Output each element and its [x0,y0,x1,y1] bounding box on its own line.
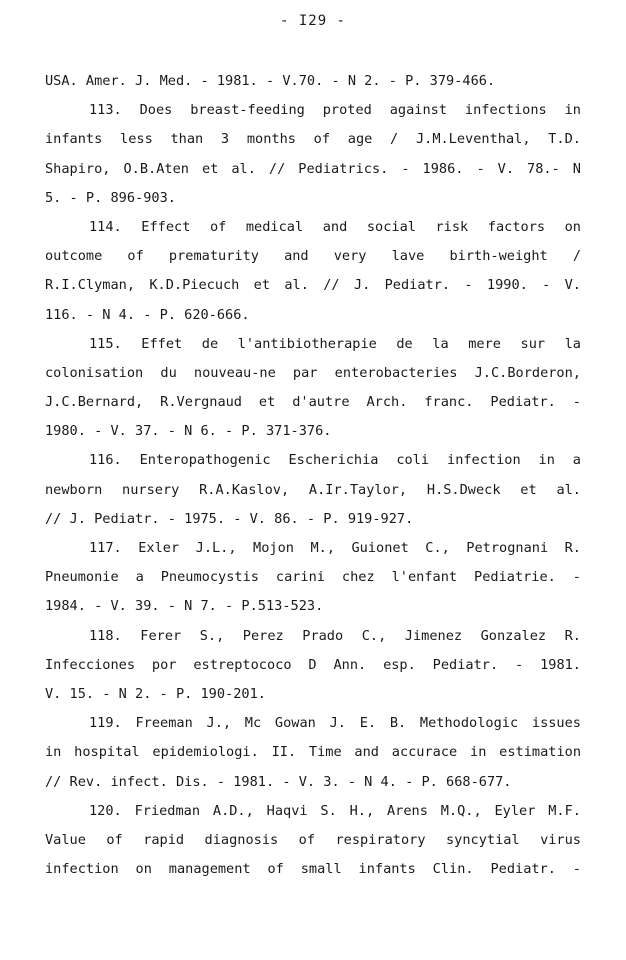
reference-line: 113. Does breast-feeding proted against infections in [89,102,581,119]
reference-line: // J. Pediatr. - 1975. - V. 86. - P. 919-927. [45,510,414,527]
reference-line: 120. Friedman A.D., Haqvi S. H., Arens M.Q., Eyler M.F. [89,802,581,819]
reference-line: in hospital epidemiologi. II. Time and accurace in estimation [45,744,581,761]
reference-line: Value of rapid diagnosis of respiratory syncytial virus [45,831,581,848]
reference-line: Infecciones por estreptococo D Ann. esp. Pediatr. - 1981. [45,656,581,673]
reference-line: V. 15. - N 2. - P. 190-201. [45,685,266,702]
reference-line: colonisation du nouveau-ne par enterobacteries J.C.Borderon, [45,364,581,381]
reference-line: 115. Effet de l'antibiotherapie de la mere sur la [89,335,581,352]
reference-line: 116. - N 4. - P. 620-666. [45,306,250,323]
reference-line: 118. Ferer S., Perez Prado C., Jimenez Gonzalez R. [89,627,581,644]
reference-line: 1984. - V. 39. - N 7. - P.513-523. [45,598,324,615]
reference-line: 114. Effect of medical and social risk factors on [89,218,581,235]
reference-line: // Rev. infect. Dis. - 1981. - V. 3. - N 4. - P. 668-677. [45,773,512,790]
page-number: - I29 - [279,13,346,29]
reference-line: 119. Freeman J., Mc Gowan J. E. B. Methodologic issues [89,715,581,732]
reference-line: Pneumonie a Pneumocystis carini chez l'enfant Pediatrie. - [45,569,581,586]
reference-line: 5. - P. 896-903. [45,189,176,206]
reference-line: 1980. - V. 37. - N 6. - P. 371-376. [45,423,332,440]
reference-list [45,67,581,884]
reference-line: outcome of prematurity and very lave birth-weight / [45,248,581,265]
reference-line: infection on management of small infants Clin. Pediatr. - [45,861,581,878]
reference-line: Shapiro, O.B.Aten et al. // Pediatrics. - 1986. - V. 78.- N [45,160,581,177]
reference-line: newborn nursery R.A.Kaslov, A.Ir.Taylor, H.S.Dweck et al. [45,481,581,498]
reference-line: infants less than 3 months of age / J.M.Leventhal, T.D. [45,131,581,148]
reference-line: 116. Enteropathogenic Escherichia coli infection in a [89,452,581,469]
reference-line: J.C.Bernard, R.Vergnaud et d'autre Arch. franc. Pediatr. - [45,394,581,411]
reference-line: 117. Exler J.L., Mojon M., Guionet C., Petrognani R. [89,540,581,556]
reference-line: R.I.Clyman, K.D.Piecuch et al. // J. Pediatr. - 1990. - V. [45,277,581,294]
reference-line: USA. Amer. J. Med. - 1981. - V.70. - N 2. - P. 379-466. [45,73,496,89]
